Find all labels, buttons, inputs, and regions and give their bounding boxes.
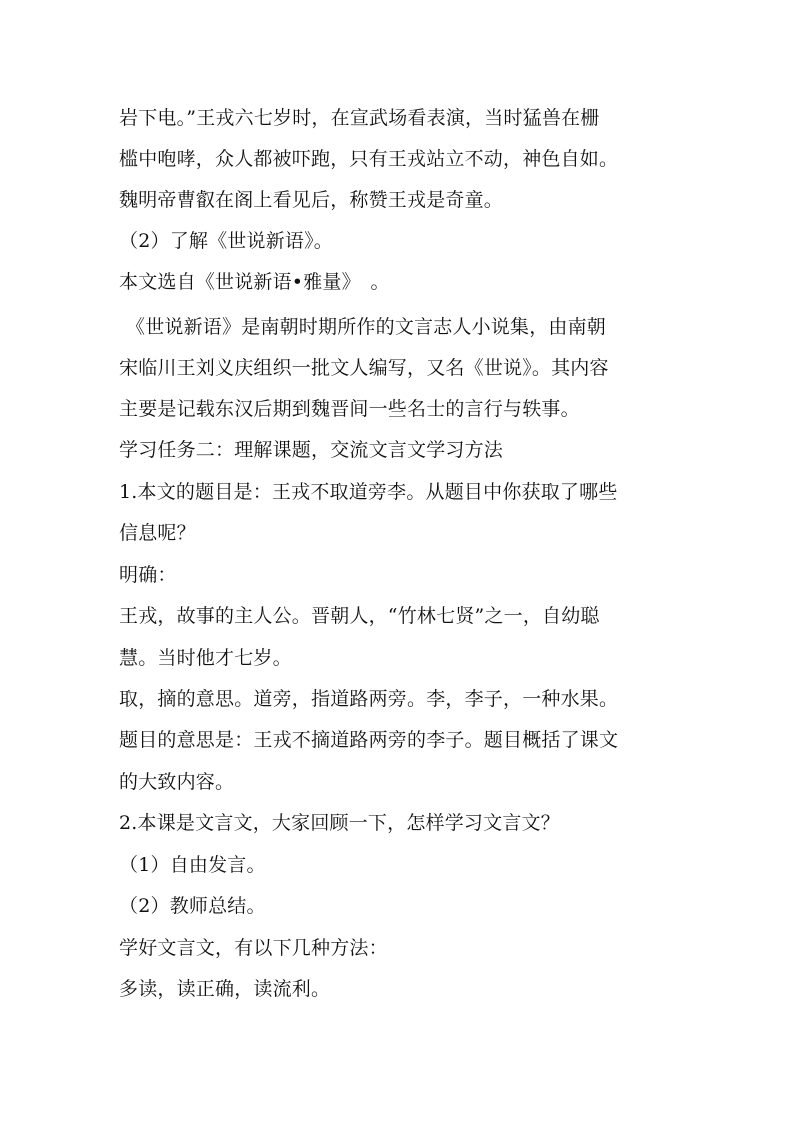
text-line-8: 主要是记载东汉后期到魏晋间一些名士的言行与轶事。: [119, 398, 580, 420]
text-line-1: 岩下电。”王戎六七岁时，在宣武场看表演，当时猛兽在栅: [119, 107, 600, 129]
text-line-14: 慧。当时他才七岁。: [119, 647, 292, 669]
text-line-10: 1.本文的题目是：王戎不取道旁李。从题目中你获取了哪些: [119, 481, 618, 503]
text-line-2: 槛中咆哮，众人都被吓跑，只有王戎站立不动，神色自如。: [119, 148, 619, 170]
text-line-13: 王戎，故事的主人公。晋朝人，“竹林七贤”之一，自幼聪: [119, 605, 600, 627]
text-line-21: 学好文言文，有以下几种方法：: [119, 937, 388, 959]
text-line-12: 明确：: [119, 564, 177, 586]
text-line-3: 魏明帝曹叡在阁上看见后，称赞王戎是奇童。: [119, 189, 504, 211]
text-line-16: 题目的意思是：王戎不摘道路两旁的李子。题目概括了课文: [119, 729, 619, 751]
text-line-5: 本文选自《世说新语•雅量》 。: [119, 271, 390, 293]
text-line-11: 信息呢？: [119, 522, 196, 544]
text-line-6: 《世说新语》是南朝时期所作的文言志人小说集，由南朝: [126, 316, 607, 338]
text-line-7: 宋临川王刘义庆组织一批文人编写，又名《世说》。其内容: [119, 357, 609, 379]
text-line-22: 多读，读正确，读流利。: [119, 978, 331, 1000]
text-line-18: 2.本课是文言文，大家回顾一下，怎样学习文言文？: [119, 812, 560, 834]
text-line-4: （2）了解《世说新语》。: [119, 230, 333, 252]
text-line-19: （1）自由发言。: [119, 854, 266, 876]
text-line-17: 的大致内容。: [119, 771, 235, 793]
text-line-20: （2）教师总结。: [119, 895, 266, 917]
text-line-15: 取，摘的意思。道旁，指道路两旁。李，李子，一种水果。: [119, 688, 619, 710]
text-line-9: 学习任务二：理解课题，交流文言文学习方法: [119, 439, 504, 461]
